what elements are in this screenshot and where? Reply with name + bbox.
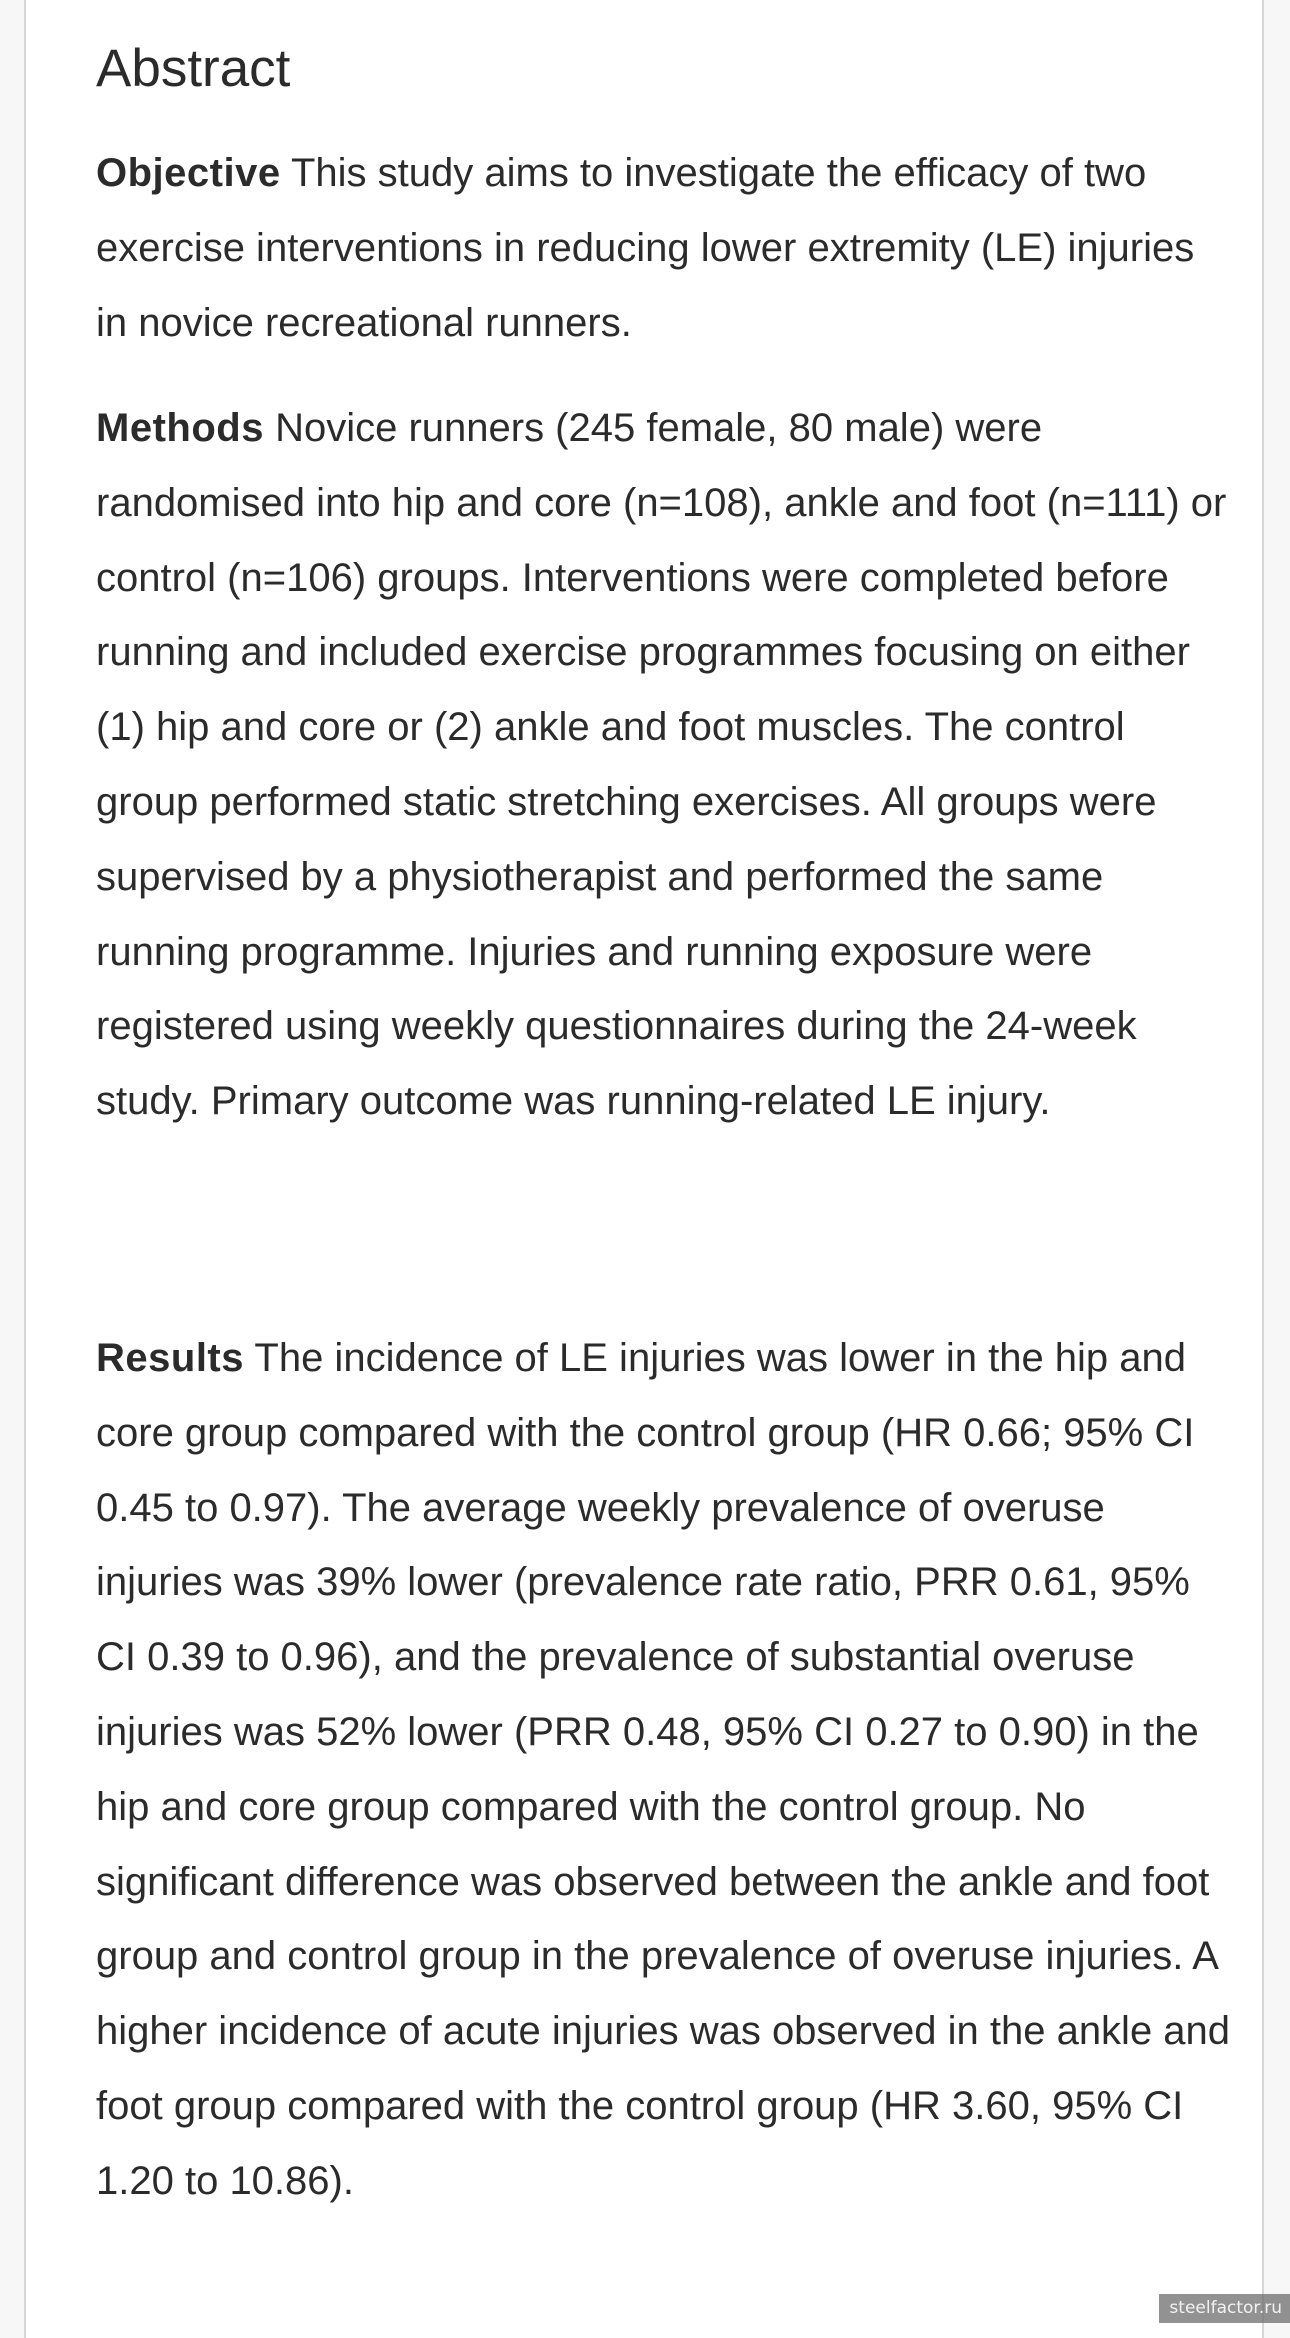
methods-text: Novice runners (245 female, 80 male) were randomised into hip and core (n=108), ankle and foot (n=111) or control (n=106) groups. Interventions were completed before running and included exercise programmes focusing on either (1) hip and core or (2) ankle and foot muscles. The control group performed static stretching exercises. All groups were supervised by a physiotherapist and performed the same running programme. Injuries and running exposure were registered using weekly questionnaires during the 24-week study. Primary outcome was running-related LE injury. xyxy=(96,406,1227,1124)
objective-paragraph xyxy=(96,136,1236,360)
results-label: Results xyxy=(96,1336,244,1380)
abstract-heading: Abstract xyxy=(96,39,291,98)
results-paragraph xyxy=(96,1321,1236,2219)
results-text: The incidence of LE injuries was lower in the hip and core group compared with the control group (HR 0.66; 95% CI 0.45 to 0.97). The average weekly prevalence of overuse injuries was 39% lower (prevalence rate ratio, PRR 0.61, 95% CI 0.39 to 0.96), and the prevalence of substantial overuse injuries was 52% lower (PRR 0.48, 95% CI 0.27 to 0.90) in the hip and core group compared with the control group. No significant difference was observed between the ankle and foot group and control group in the prevalence of overuse injuries. A higher incidence of acute injuries was observed in the ankle and foot group compared with the control group (HR 3.60, 95% CI 1.20 to 10.86). xyxy=(96,1336,1231,2203)
watermark: steelfactor.ru xyxy=(1159,2294,1290,2323)
methods-label: Methods xyxy=(96,406,264,450)
abstract-panel xyxy=(24,0,1264,2338)
methods-paragraph xyxy=(96,391,1236,1139)
objective-text: This study aims to investigate the efficacy of two exercise interventions in reducing lower extremity (LE) injuries in novice recreational runners. xyxy=(96,151,1195,345)
objective-label: Objective xyxy=(96,151,281,195)
